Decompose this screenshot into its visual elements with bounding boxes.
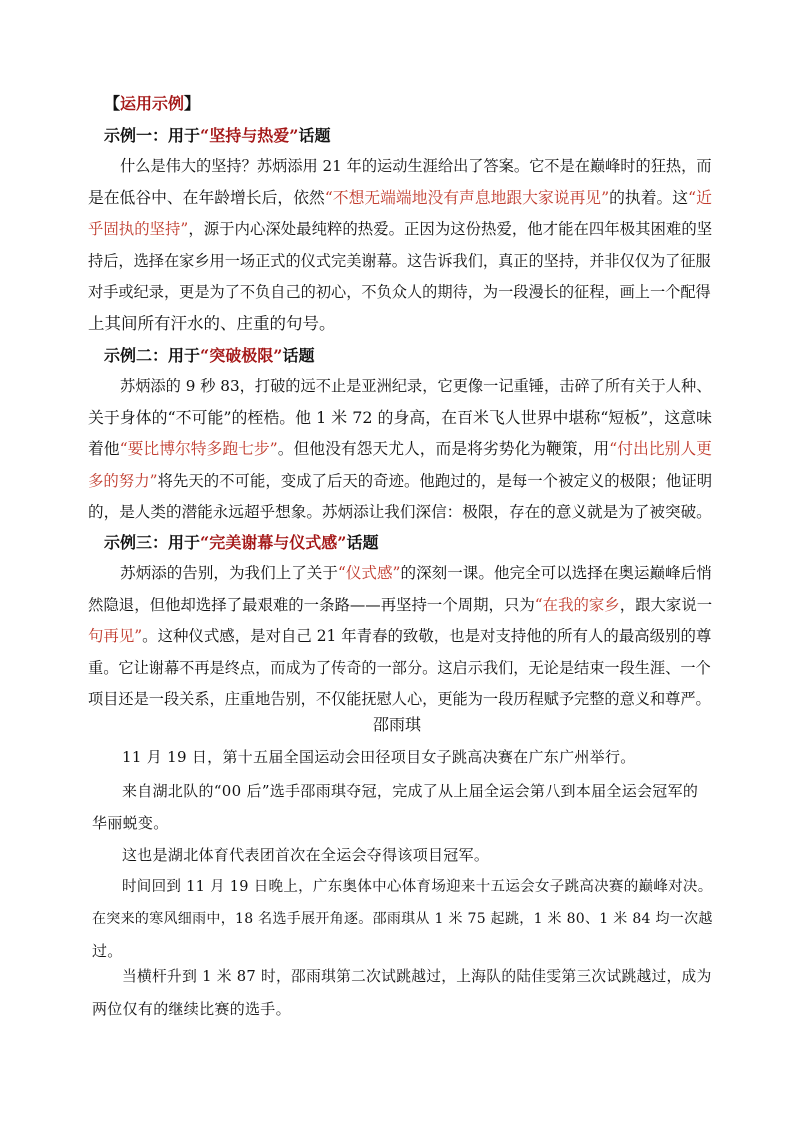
text-run: 。但他没有怨天尤人，而是将劣势化为鞭策，用 xyxy=(277,439,610,458)
news-title: 邵雨琪 xyxy=(372,715,421,734)
text-run: 然隐退，但他却选择了最艰难的一条路——再坚持一个周期，只为 xyxy=(88,595,535,614)
text-run: 上其间所有汗水的、庄重的句号。 xyxy=(88,313,336,333)
text-run: 关于身体的“不可能”的桎梏。他 1 米 72 的身高，在百米飞人世界中堪称“短板”，这意味 xyxy=(88,407,712,427)
paragraph-line xyxy=(88,406,712,430)
paragraph-line xyxy=(88,186,712,210)
quote-highlight: “近 xyxy=(688,187,712,207)
text-run: 对手或纪录，更是为了不负自己的初心，不负众人的期待，为一段漫长的征程，画上一个配得 xyxy=(88,283,711,301)
bracket-open: 【 xyxy=(104,94,121,113)
paragraph-line xyxy=(88,624,711,648)
example-heading xyxy=(104,344,314,368)
quote-highlight: 多的努力” xyxy=(88,471,158,490)
text-run: 项目还是一段关系，庄重地告别，不仅能抚慰人心，更能为一段历程赋予完整的意义和尊严。 xyxy=(88,690,711,708)
heading-suffix: 话题 xyxy=(298,126,331,145)
heading-prefix: 示例三：用于 xyxy=(104,533,201,552)
example-heading xyxy=(104,531,378,555)
paragraph-line xyxy=(88,687,711,711)
paragraph-line xyxy=(88,217,712,241)
text-run: 的深刻一课。他完全可以选择在奥运巅峰后悄 xyxy=(400,564,712,582)
heading-suffix: 话题 xyxy=(282,346,315,365)
text-run: 的执着。这 xyxy=(609,187,689,207)
news-paragraph-line: 华丽蜕变。 xyxy=(92,814,169,832)
paragraph-line xyxy=(88,280,711,304)
paragraph-line xyxy=(88,249,711,273)
text-run: 。这种仪式感，是对自己 21 年青春的致敬，也是对支持他的所有人的最高级别的尊 xyxy=(142,627,712,645)
example-heading xyxy=(104,124,330,148)
paragraph-line xyxy=(120,561,712,585)
heading-prefix: 示例一：用于 xyxy=(104,126,201,145)
news-paragraph-line: 两位仅有的继续比赛的选手。 xyxy=(92,1000,291,1018)
text-run: 着他 xyxy=(88,439,120,458)
paragraph-line xyxy=(88,593,712,617)
heading-topic: “完美谢幕与仪式感” xyxy=(200,533,347,552)
paragraph-line xyxy=(88,656,711,680)
paragraph-line xyxy=(88,469,712,493)
bracket-close: 】 xyxy=(184,94,201,113)
paragraph-line xyxy=(88,437,712,461)
news-paragraph-line: 来自湖北队的“00 后”选手邵雨琪夺冠，完成了从上届全运会第八到本届全运会冠军的 xyxy=(122,782,699,800)
news-paragraph-line: 在突来的寒风细雨中，18 名选手展开角逐。邵雨琪从 1 米 75 起跳，1 米 80、1 米 84 均一次越 xyxy=(92,911,713,927)
paragraph-line xyxy=(88,500,712,524)
quote-highlight: “在我的家乡 xyxy=(534,595,620,614)
text-run: 是在低谷中、在年龄增长后，依然 xyxy=(88,187,325,207)
text-run: ，源于内心深处最纯粹的热爱。正因为这份热爱，他才能在四年极其困难的坚 xyxy=(188,220,713,238)
paragraph-line xyxy=(120,154,712,178)
section-title xyxy=(104,92,200,116)
news-paragraph-line: 当横杆升到 1 米 87 时，邵雨琪第二次试跳越过，上海队的陆佳雯第三次试跳越过，成为 xyxy=(122,968,712,985)
section-title-text: 运用示例 xyxy=(120,94,185,113)
heading-prefix: 示例二：用于 xyxy=(104,346,201,365)
text-run: 的，是人类的潜能永远超乎想象。苏炳添让我们深信：极限，存在的意义就是为了被突破。 xyxy=(88,503,712,521)
news-paragraph-line: 11 月 19 日，第十五届全国运动会田径项目女子跳高决赛在广东广州举行。 xyxy=(122,748,636,766)
quote-highlight: “仪式感” xyxy=(337,564,401,582)
text-run: 苏炳添的告别，为我们上了关于 xyxy=(120,564,338,582)
text-run: 将先天的不可能，变成了后天的奇迹。他跑过的，是每一个被定义的极限；他证明 xyxy=(157,471,713,490)
quote-highlight: “付出比别人更 xyxy=(609,439,712,458)
quote-highlight: “要比博尔特多跑七步” xyxy=(119,439,278,458)
heading-topic: “突破极限” xyxy=(200,346,283,365)
news-paragraph-line: 过。 xyxy=(92,942,123,960)
text-run: 持后，选择在家乡用一场正式的仪式完美谢幕。这告诉我们，真正的坚持，并非仅仅为了征服 xyxy=(88,251,711,270)
news-paragraph-line: 这也是湖北体育代表团首次在全运会夺得该项目冠军。 xyxy=(122,846,490,864)
news-paragraph-line: 时间回到 11 月 19 日晚上，广东奥体中心体育场迎来十五运会女子跳高决赛的巅峰对决。 xyxy=(122,879,713,895)
paragraph-line xyxy=(120,374,711,398)
text-run: 苏炳添的 9 秒 83，打破的远不止是亚洲纪录，它更像一记重锤，击碎了所有关于人种、 xyxy=(120,377,712,395)
text-run: ，跟大家说一 xyxy=(619,595,713,614)
heading-suffix: 话题 xyxy=(346,533,379,552)
heading-topic: “坚持与热爱” xyxy=(200,126,299,145)
text-run: 重。它让谢幕不再是终点，而成为了传奇的一部分。这启示我们，无论是结束一段生涯、一个 xyxy=(88,658,711,677)
quote-highlight: “不想无端端地没有声息地跟大家说再见” xyxy=(324,187,610,207)
quote-highlight: 句再见” xyxy=(88,627,143,645)
text-run: 什么是伟大的坚持？苏炳添用 21 年的运动生涯给出了答案。它不是在巅峰时的狂热，而 xyxy=(120,157,712,175)
paragraph-line xyxy=(88,312,336,336)
quote-highlight: 乎固执的坚持” xyxy=(88,220,189,238)
